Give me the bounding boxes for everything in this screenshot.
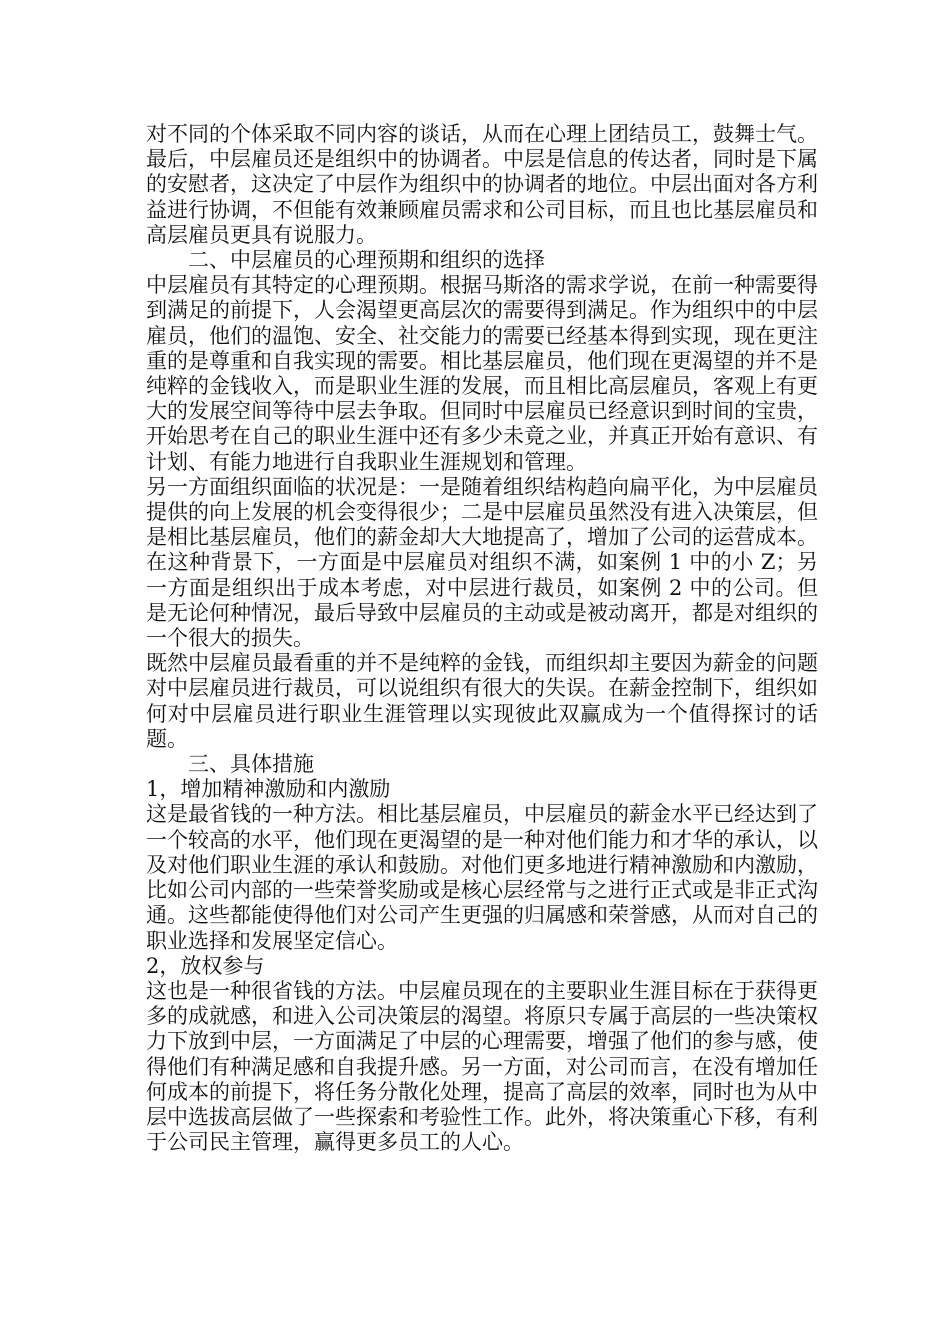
- paragraph: 中层雇员有其特定的心理预期。根据马斯洛的需求学说，在前一种需要得到满足的前提下，人会渴望更高层次的需要得到满足。作为组织中的中层雇员，他们的温饱、安全、社交能力的需要已经基本得到实现，现在更注重的是尊重和自我实现的需要。相比基层雇员，他们现在更渴望的并不是纯粹的金钱收入，而是职业生涯的发展，而且相比高层雇员，客观上有更大的发展空间等待中层去争取。但同时中层雇员已经意识到时间的宝贵，开始思考在自己的职业生涯中还有多少未竟之业，并真正开始有意识、有计划、有能力地进行自我职业生涯规划和管理。: [146, 273, 818, 474]
- paragraph: 另一方面组织面临的状况是：一是随着组织结构趋向扁平化，为中层雇员提供的向上发展的机会变得很少；二是中层雇员虽然没有进入决策层，但是相比基层雇员，他们的薪金却大大地提高了，增加了公司的运营成本。在这种背景下，一方面是中层雇员对组织不满，如案例 1 中的小 Z；另一方面是组织出于成本考虑，对中层进行裁员，如案例 2 中的公司。但是无论何种情况，最后导致中层雇员的主动或是被动离开，都是对组织的一个很大的损失。: [146, 474, 818, 651]
- paragraph: 这也是一种很省钱的方法。中层雇员现在的主要职业生涯目标在于获得更多的成就感，和进入公司决策层的渴望。将原只专属于高层的一些决策权力下放到中层，一方面满足了中层的心理需要，增强了他们的参与感，使得他们有种满足感和自我提升感。另一方面，对公司而言，在没有增加任何成本的前提下，将任务分散化处理，提高了高层的效率，同时也为从中层中选拔高层做了一些探索和考验性工作。此外，将决策重心下移，有利于公司民主管理，赢得更多员工的人心。: [146, 978, 818, 1155]
- section-heading: 二、中层雇员的心理预期和组织的选择: [188, 248, 545, 273]
- paragraph: 这是最省钱的一种方法。相比基层雇员，中层雇员的薪金水平已经达到了一个较高的水平，他们现在更渴望的是一种对他们能力和才华的承认，以及对他们职业生涯的承认和鼓励。对他们更多地进行精神激励和内激励，比如公司内部的一些荣誉奖励或是核心层经常与之进行正式或是非正式沟通。这些都能使得他们对公司产生更强的归属感和荣誉感，从而对自己的职业选择和发展坚定信心。: [146, 802, 818, 953]
- subheading: 1，增加精神激励和内激励: [146, 777, 391, 802]
- paragraph: 对不同的个体采取不同内容的谈话，从而在心理上团结员工，鼓舞士气。: [146, 122, 818, 146]
- section-heading: 三、具体措施: [188, 752, 314, 777]
- subheading: 2，放权参与: [146, 953, 265, 978]
- paragraph: 最后，中层雇员还是组织中的协调者。中层是信息的传达者，同时是下属的安慰者，这决定了中层作为组织中的协调者的地位。中层出面对各方利益进行协调，不但能有效兼顾雇员需求和公司目标，而且也比基层雇员和高层雇员更具有说服力。: [146, 147, 818, 247]
- document-body: [146, 122, 818, 1155]
- paragraph: 既然中层雇员最看重的并不是纯粹的金钱，而组织却主要因为薪金的问题对中层雇员进行裁员，可以说组织有很大的失误。在薪金控制下，组织如何对中层雇员进行职业生涯管理以实现彼此双赢成为一个值得探讨的话题。: [146, 651, 818, 751]
